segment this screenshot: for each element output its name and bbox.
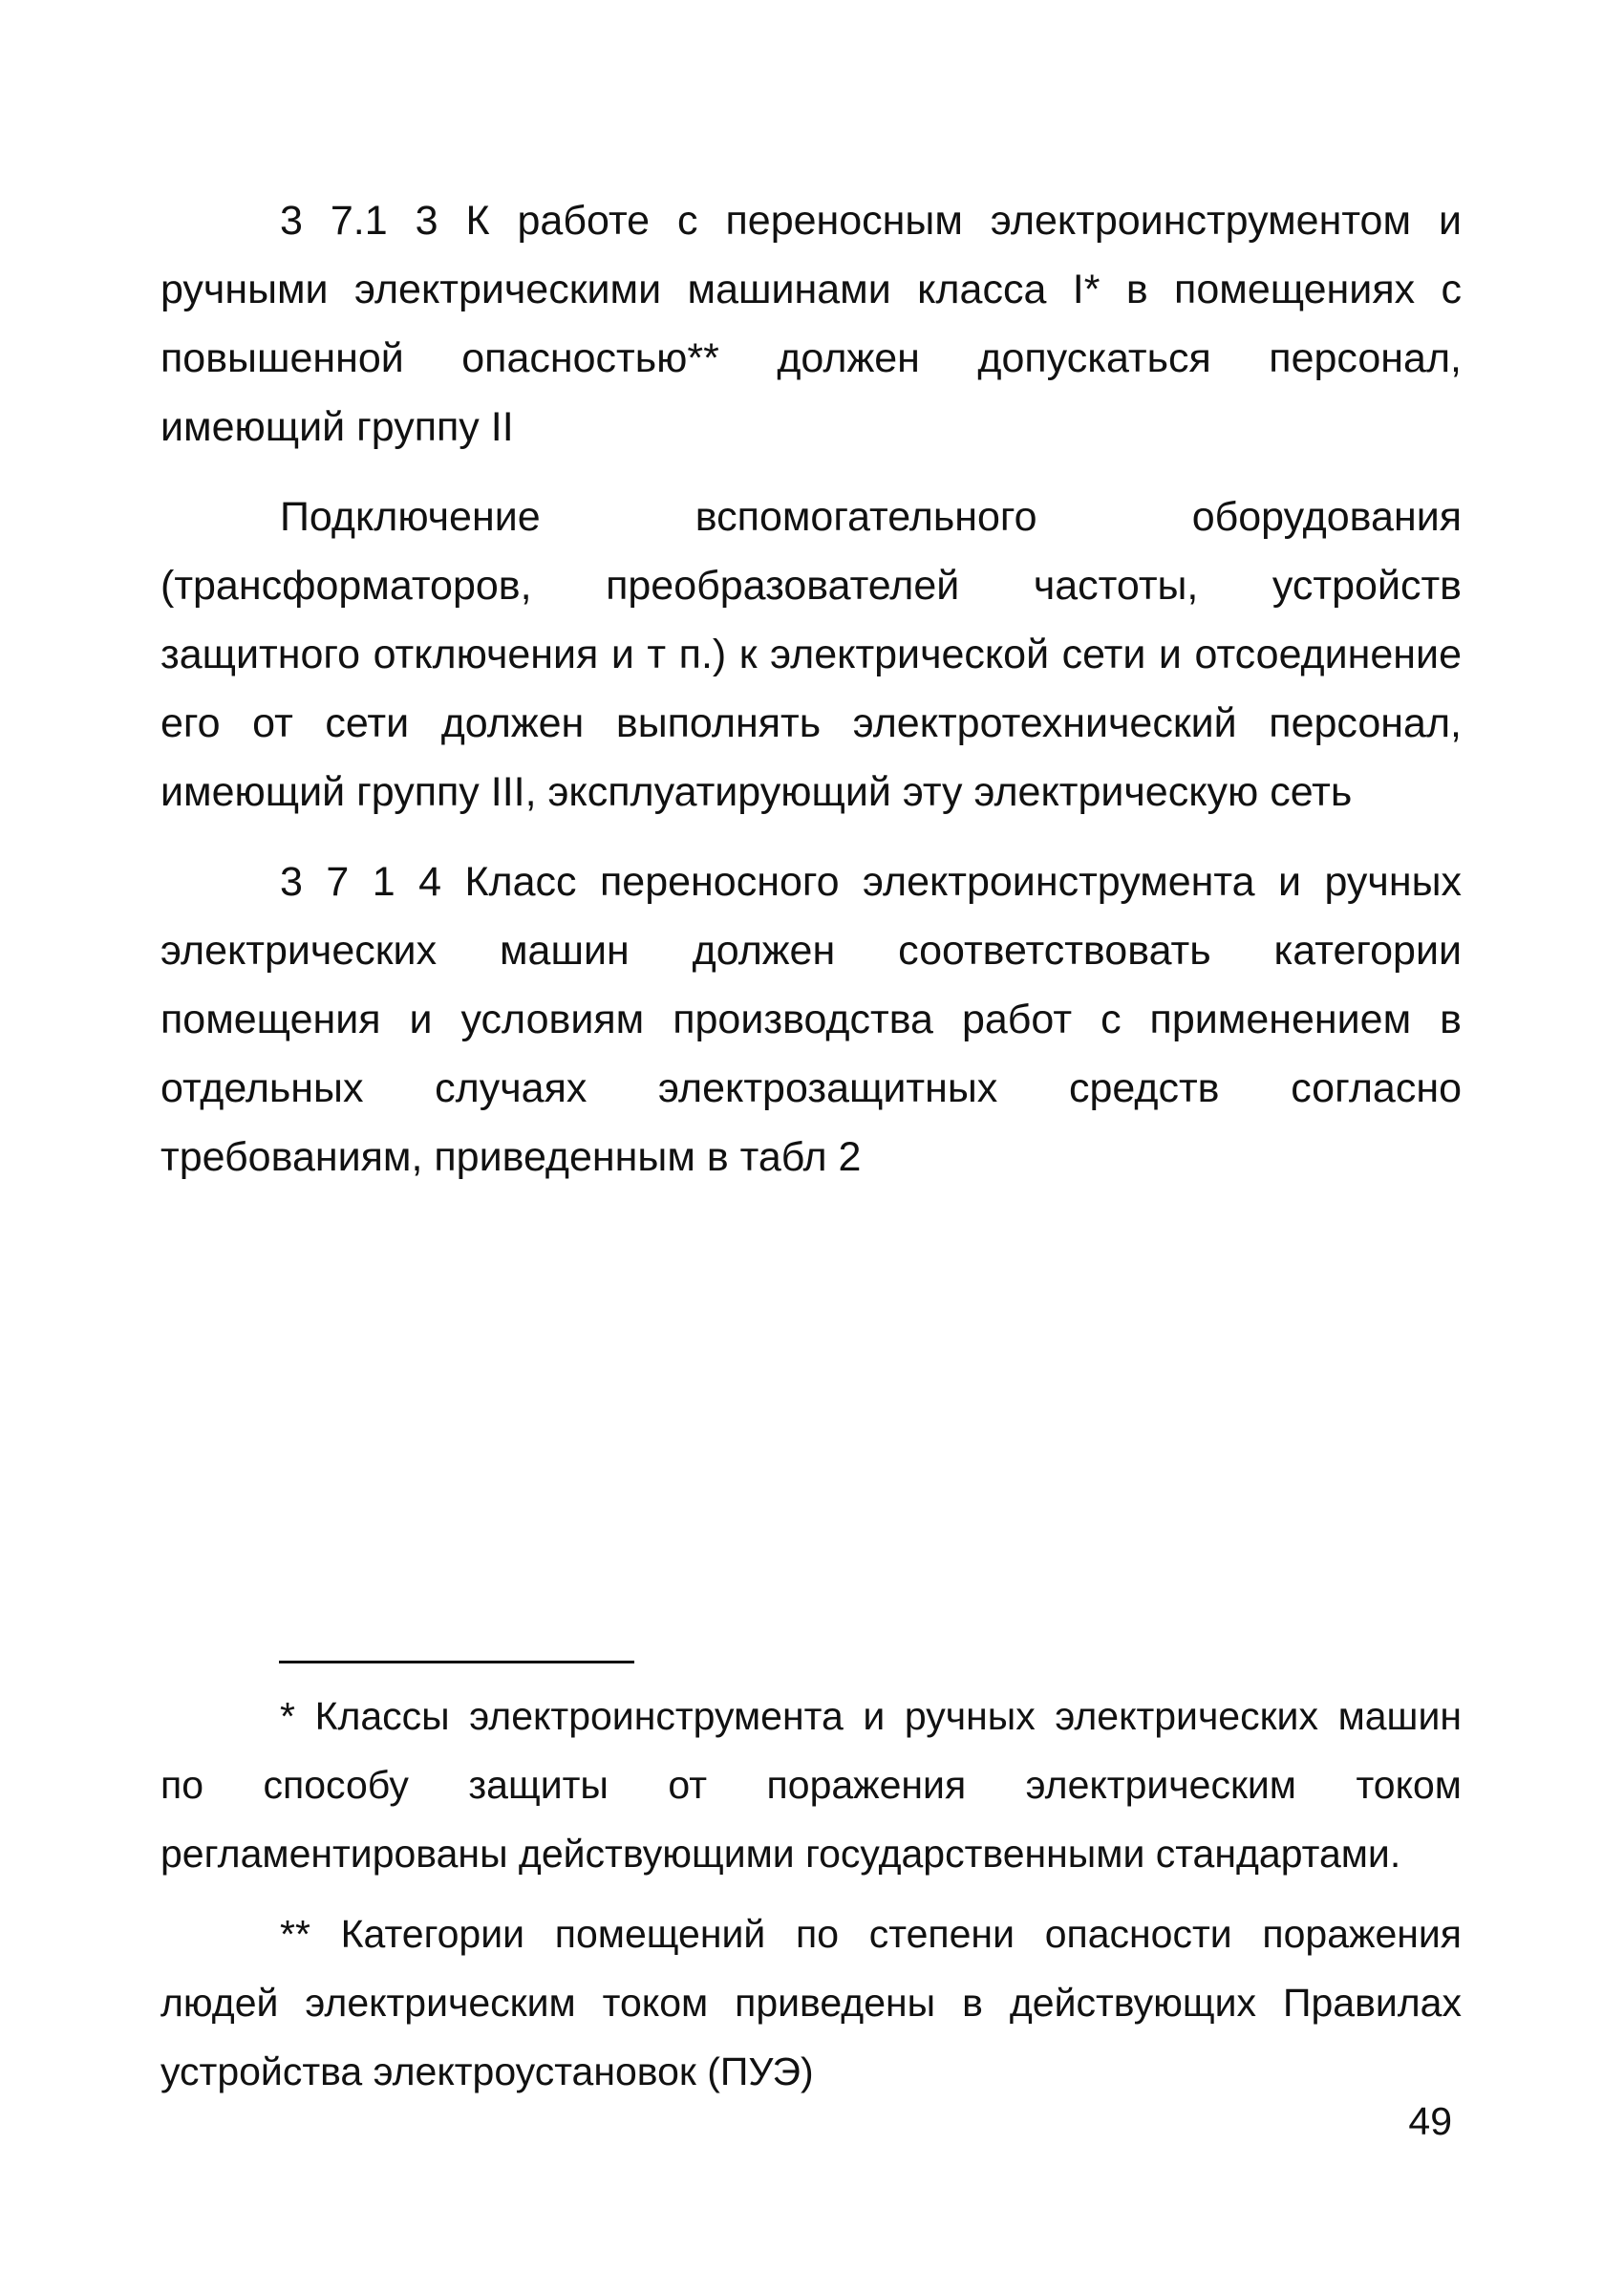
paragraph-3-7-1-4: 3 7 1 4 Класс переносного электроинструмента и ручных электрических машин должен соответствовать категории помещения и условиям производства работ с применением в отдельных случаях электрозащитных средств согласно требованиям, приведенным в табл 2 <box>160 859 1462 1180</box>
footnotes <box>160 1682 1462 2117</box>
footnote-single-asterisk: * Классы электроинструмента и ручных электрических машин по способу защиты от поражения электрическим током регламентированы действующими государственными стандартами. <box>160 1694 1462 1876</box>
page-number: 49 <box>1408 2099 1452 2143</box>
footnote-double-asterisk: ** Категории помещений по степени опасности поражения людей электрическим током приведены в действующих Правилах устройства электроустановок (ПУЭ) <box>160 1912 1462 2093</box>
footnote-divider <box>279 1661 634 1663</box>
paragraph-auxiliary-equipment: Подключение вспомогательного оборудования (трансформаторов, преобразователей частоты, устройств защитного отключения и т п.) к электрической сети и отсоединение его от сети должен выполнять электротехнический персонал, имеющий группу III, эксплуатирующий эту электрическую сеть <box>160 494 1462 815</box>
paragraph-3-7-1-3: 3 7.1 3 К работе с переносным электроинструментом и ручными электрическими машинами класса I* в помещениях с повышенной опасностью** должен допускаться персонал, имеющий группу II <box>160 198 1462 450</box>
main-text <box>160 186 1462 1212</box>
